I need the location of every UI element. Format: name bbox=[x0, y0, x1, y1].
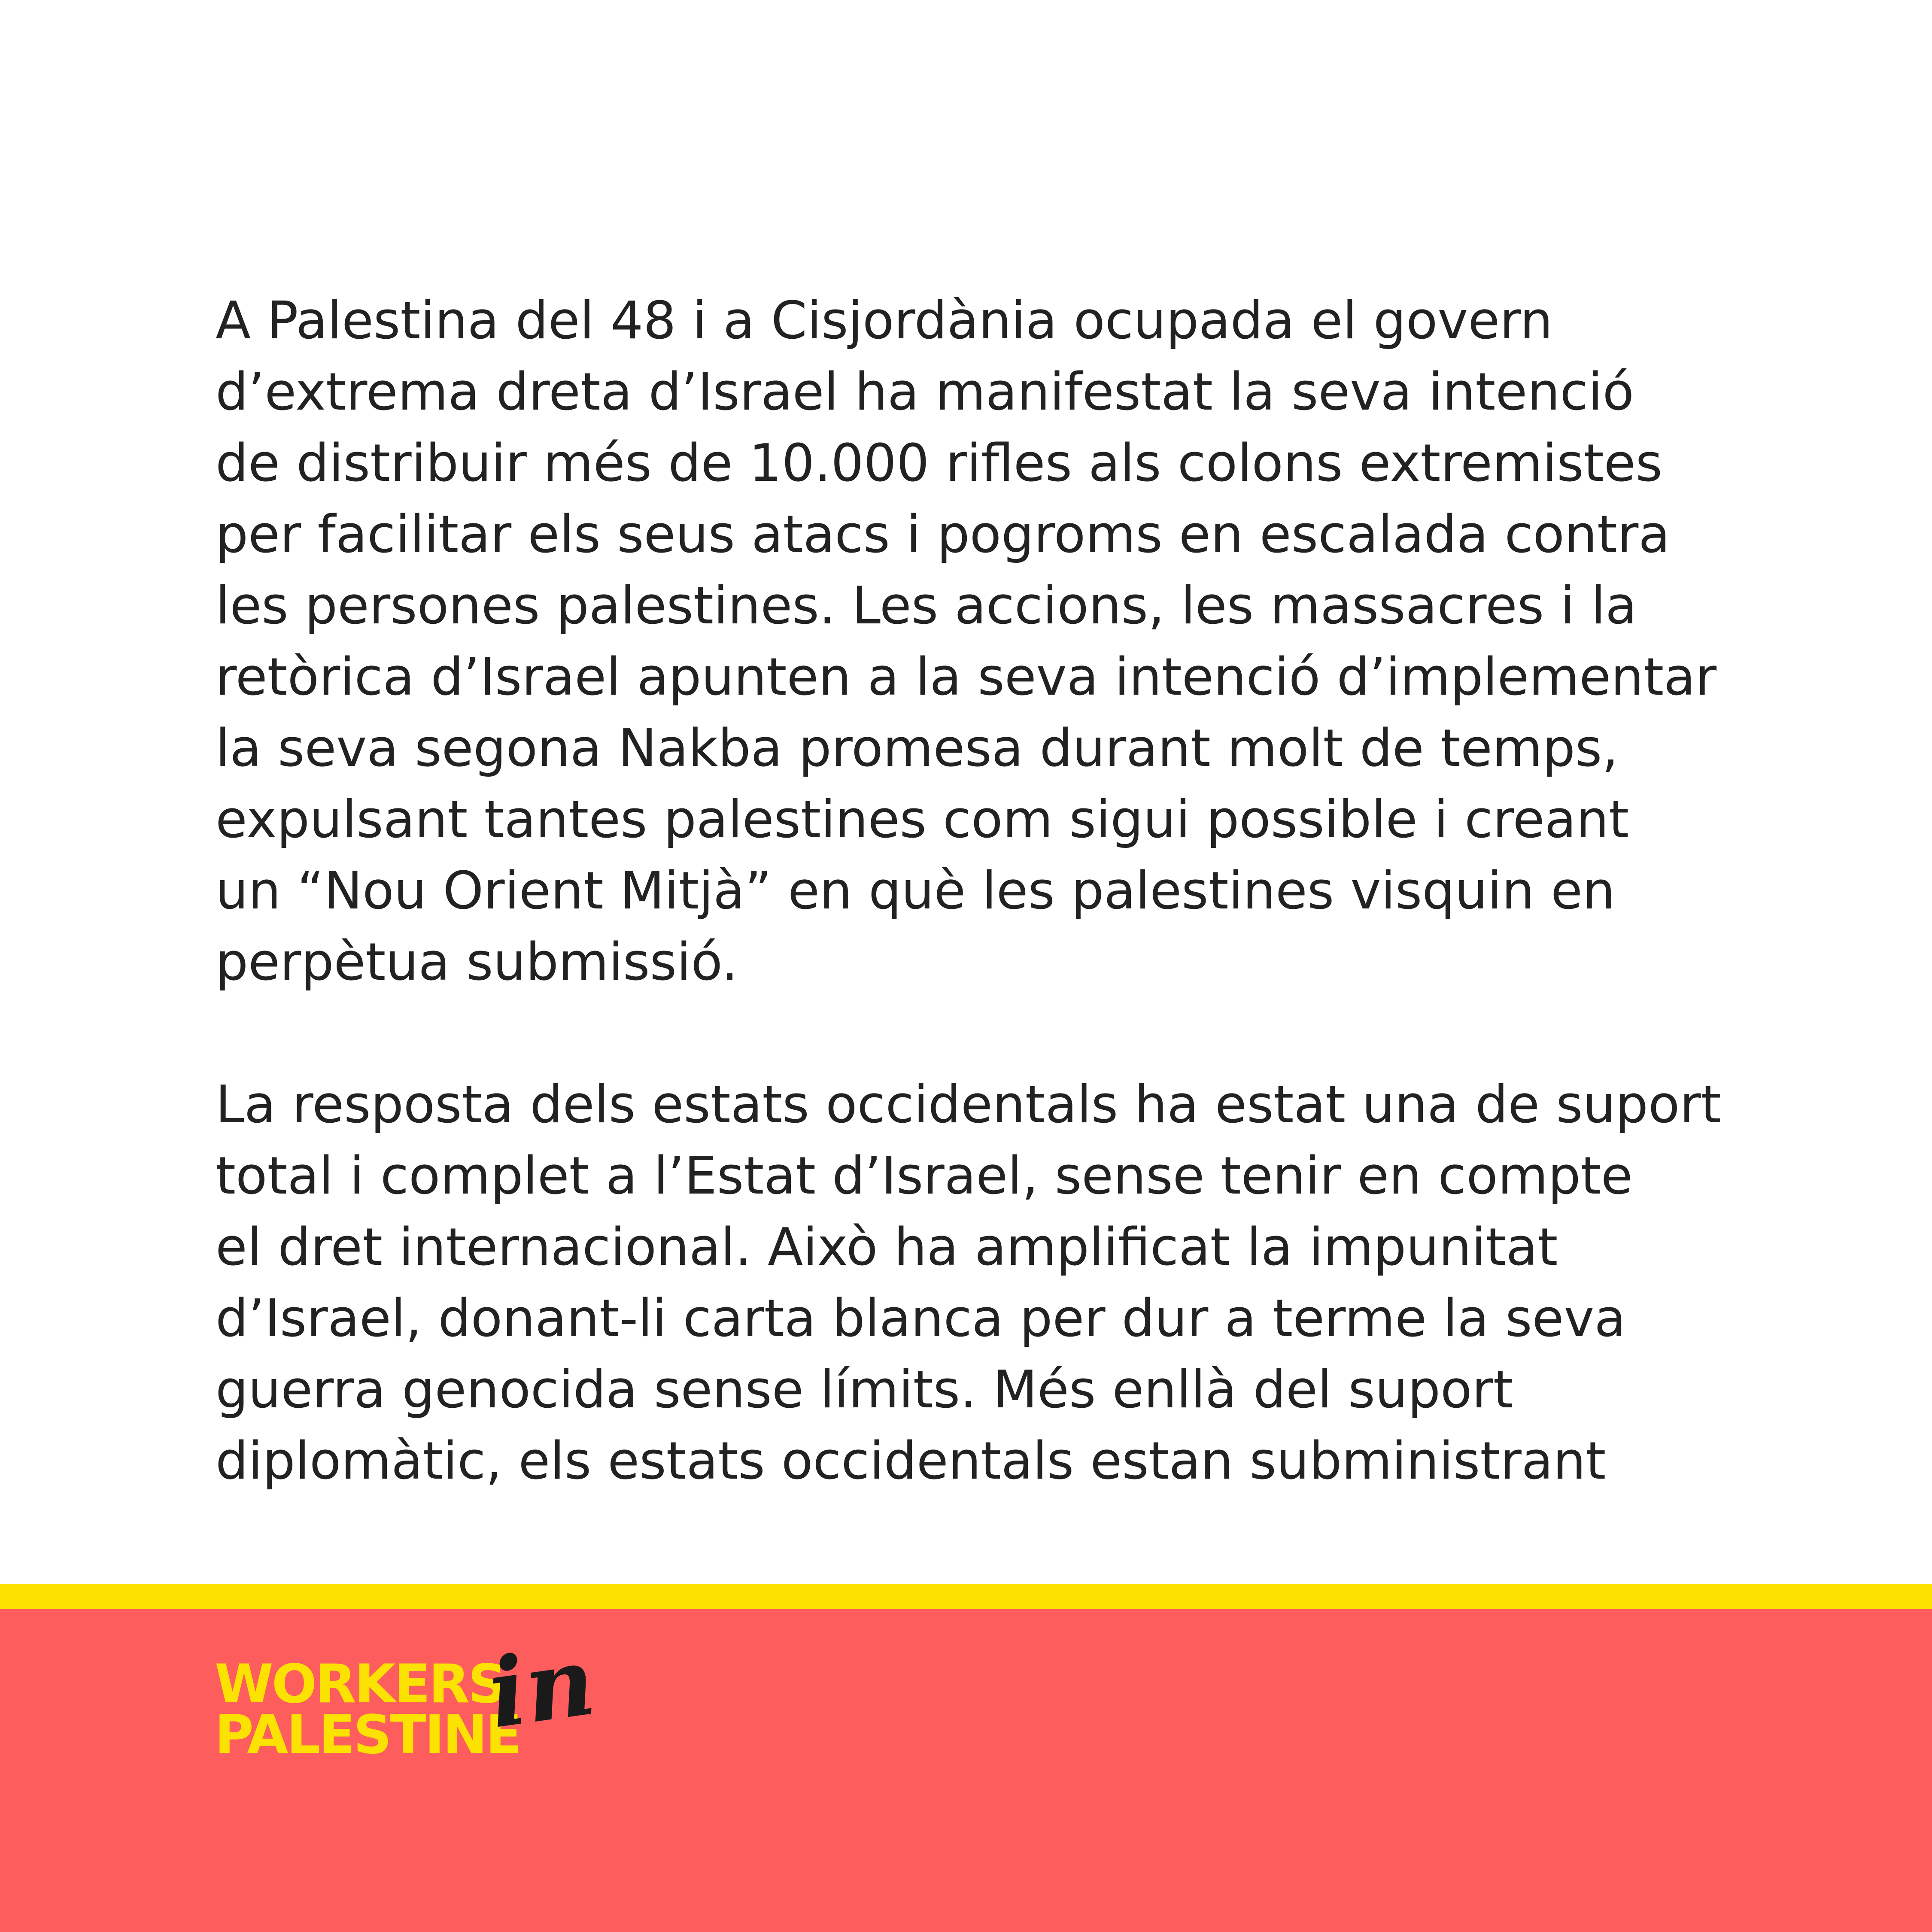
body-text bbox=[216, 286, 1761, 1497]
paragraph-1-line: de distribuir més de 10.000 rifles als colons extremistes bbox=[216, 434, 1663, 493]
paragraph-gap bbox=[216, 998, 1761, 1069]
paragraph-1-line: perpètua submissió. bbox=[216, 933, 738, 992]
yellow-divider-stripe bbox=[0, 1584, 1932, 1609]
paragraph-1-line: expulsant tantes palestines com sigui possible i creant bbox=[216, 790, 1629, 850]
workers-in-palestine-logo bbox=[215, 1625, 601, 1790]
paragraph-2-line: La resposta dels estats occidentals ha estat una de suport bbox=[216, 1075, 1721, 1135]
paragraph-2-line: guerra genocida sense límits. Més enllà del suport bbox=[216, 1360, 1513, 1420]
logo-word-workers: WORKERS bbox=[215, 1653, 505, 1715]
paragraph-1-line: un “Nou Orient Mitjà” en què les palestines visquin en bbox=[216, 861, 1616, 921]
paragraph-1-line: la seva segona Nakba promesa durant molt de temps, bbox=[216, 719, 1619, 778]
paragraph-1-line: les persones palestines. Les accions, les massacres i la bbox=[216, 576, 1637, 636]
logo-word-palestine: PALESTINE bbox=[215, 1704, 520, 1766]
paragraph-1-line: per facilitar els seus atacs i pogroms en escalada contra bbox=[216, 505, 1670, 565]
paragraph-2-line: el dret internacional. Això ha amplificat la impunitat bbox=[216, 1218, 1558, 1277]
paragraph-1-line: d’extrema dreta d’Israel ha manifestat la seva intenció bbox=[216, 362, 1634, 422]
logo-word-in: in bbox=[482, 1625, 601, 1750]
paragraph-2-line: diplomàtic, els estats occidentals estan subministrant bbox=[216, 1431, 1606, 1491]
paragraph-2-line: d’Israel, donant-li carta blanca per dur a terme la seva bbox=[216, 1289, 1626, 1349]
paragraph-1-line: retòrica d’Israel apunten a la seva intenció d’implementar bbox=[216, 647, 1717, 707]
paragraph-1-line: A Palestina del 48 i a Cisjordània ocupada el govern bbox=[216, 291, 1553, 351]
paragraph-2-line: total i complet a l’Estat d’Israel, sense tenir en compte bbox=[216, 1146, 1633, 1206]
